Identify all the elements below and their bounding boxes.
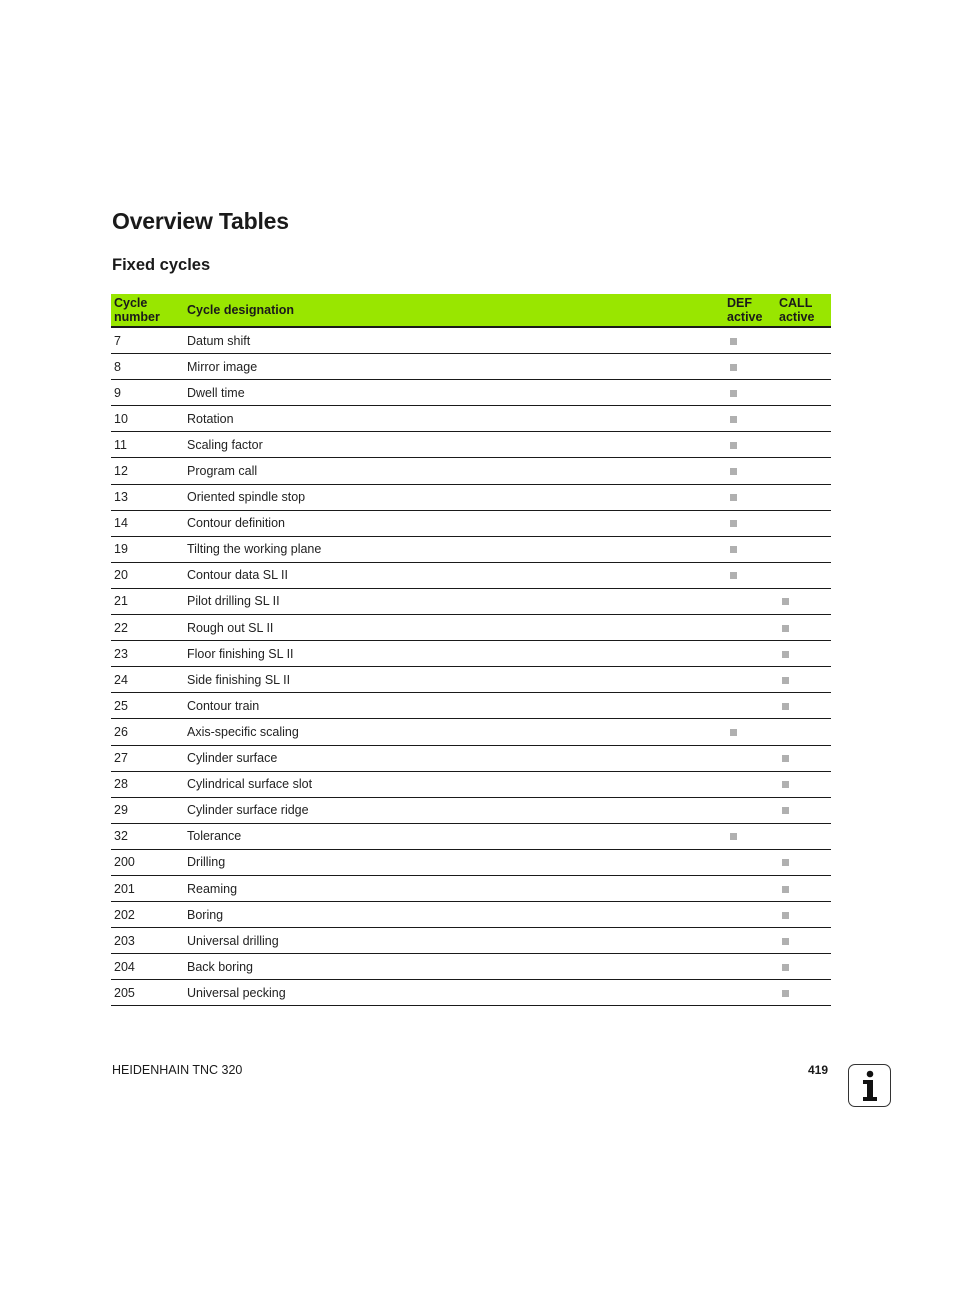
cycle-number: 9 bbox=[111, 380, 185, 406]
call-active-cell bbox=[777, 693, 831, 719]
table-row bbox=[111, 797, 831, 823]
def-active-cell bbox=[725, 354, 777, 380]
table-row bbox=[111, 641, 831, 667]
table-row bbox=[111, 719, 831, 745]
header-def-line1: DEF bbox=[727, 295, 752, 310]
call-active-cell bbox=[777, 875, 831, 901]
table-row bbox=[111, 380, 831, 406]
call-active-cell bbox=[777, 380, 831, 406]
cycle-number: 13 bbox=[111, 484, 185, 510]
square-marker-icon bbox=[730, 833, 737, 840]
def-active-cell bbox=[725, 823, 777, 849]
square-marker-icon bbox=[782, 677, 789, 684]
call-active-cell bbox=[777, 719, 831, 745]
cycle-designation: Contour train bbox=[185, 693, 725, 719]
def-active-cell bbox=[725, 458, 777, 484]
header-number-line1: Cycle bbox=[114, 295, 148, 310]
cycle-designation: Boring bbox=[185, 902, 725, 928]
cycle-designation: Tilting the working plane bbox=[185, 536, 725, 562]
call-active-cell bbox=[777, 432, 831, 458]
square-marker-icon bbox=[730, 338, 737, 345]
square-marker-icon bbox=[730, 416, 737, 423]
table-row bbox=[111, 745, 831, 771]
cycle-designation: Tolerance bbox=[185, 823, 725, 849]
cycle-number: 22 bbox=[111, 615, 185, 641]
square-marker-icon bbox=[782, 886, 789, 893]
cycle-designation: Datum shift bbox=[185, 327, 725, 354]
square-marker-icon bbox=[730, 729, 737, 736]
def-active-cell bbox=[725, 928, 777, 954]
header-call-line2: active bbox=[779, 309, 815, 324]
call-active-cell bbox=[777, 954, 831, 980]
def-active-cell bbox=[725, 902, 777, 928]
table-body bbox=[111, 327, 831, 1006]
cycle-designation: Scaling factor bbox=[185, 432, 725, 458]
def-active-cell bbox=[725, 327, 777, 354]
cycle-number: 26 bbox=[111, 719, 185, 745]
cycle-designation: Floor finishing SL II bbox=[185, 641, 725, 667]
table-header-row bbox=[111, 294, 831, 327]
table-row bbox=[111, 432, 831, 458]
header-def-line2: active bbox=[727, 309, 763, 324]
table-row bbox=[111, 406, 831, 432]
fixed-cycles-table bbox=[111, 294, 831, 1006]
def-active-cell bbox=[725, 667, 777, 693]
table-row bbox=[111, 562, 831, 588]
call-active-cell bbox=[777, 849, 831, 875]
table-row bbox=[111, 980, 831, 1006]
call-active-cell bbox=[777, 902, 831, 928]
cycle-designation: Cylinder surface bbox=[185, 745, 725, 771]
square-marker-icon bbox=[782, 625, 789, 632]
page-number: 419 bbox=[808, 1063, 829, 1077]
cycle-number: 27 bbox=[111, 745, 185, 771]
table-row bbox=[111, 354, 831, 380]
table-row bbox=[111, 458, 831, 484]
header-cycle-number bbox=[111, 294, 185, 327]
header-cycle-designation: Cycle designation bbox=[185, 294, 725, 327]
table-row bbox=[111, 615, 831, 641]
cycle-designation: Drilling bbox=[185, 849, 725, 875]
cycle-designation: Program call bbox=[185, 458, 725, 484]
def-active-cell bbox=[725, 484, 777, 510]
cycle-designation: Contour data SL II bbox=[185, 562, 725, 588]
call-active-cell bbox=[777, 562, 831, 588]
header-number-line2: number bbox=[114, 309, 160, 324]
cycle-designation: Reaming bbox=[185, 875, 725, 901]
cycle-designation: Side finishing SL II bbox=[185, 667, 725, 693]
square-marker-icon bbox=[782, 990, 789, 997]
table-row bbox=[111, 771, 831, 797]
square-marker-icon bbox=[730, 364, 737, 371]
call-active-cell bbox=[777, 667, 831, 693]
square-marker-icon bbox=[782, 938, 789, 945]
cycle-designation: Axis-specific scaling bbox=[185, 719, 725, 745]
call-active-cell bbox=[777, 406, 831, 432]
table-row bbox=[111, 928, 831, 954]
cycle-number: 204 bbox=[111, 954, 185, 980]
square-marker-icon bbox=[782, 912, 789, 919]
square-marker-icon bbox=[782, 651, 789, 658]
cycle-number: 19 bbox=[111, 536, 185, 562]
cycle-designation: Cylindrical surface slot bbox=[185, 771, 725, 797]
cycle-number: 14 bbox=[111, 510, 185, 536]
table-row bbox=[111, 954, 831, 980]
header-call-line1: CALL bbox=[779, 295, 813, 310]
square-marker-icon bbox=[730, 468, 737, 475]
cycle-number: 11 bbox=[111, 432, 185, 458]
cycle-designation: Universal pecking bbox=[185, 980, 725, 1006]
def-active-cell bbox=[725, 562, 777, 588]
cycle-number: 200 bbox=[111, 849, 185, 875]
call-active-cell bbox=[777, 484, 831, 510]
def-active-cell bbox=[725, 380, 777, 406]
cycle-designation: Universal drilling bbox=[185, 928, 725, 954]
def-active-cell bbox=[725, 745, 777, 771]
table-row bbox=[111, 536, 831, 562]
header-call-active bbox=[777, 294, 831, 327]
def-active-cell bbox=[725, 875, 777, 901]
table-row bbox=[111, 875, 831, 901]
square-marker-icon bbox=[730, 546, 737, 553]
table-row bbox=[111, 849, 831, 875]
call-active-cell bbox=[777, 354, 831, 380]
header-def-active bbox=[725, 294, 777, 327]
cycle-number: 32 bbox=[111, 823, 185, 849]
def-active-cell bbox=[725, 980, 777, 1006]
def-active-cell bbox=[725, 588, 777, 614]
call-active-cell bbox=[777, 510, 831, 536]
square-marker-icon bbox=[782, 807, 789, 814]
square-marker-icon bbox=[782, 964, 789, 971]
def-active-cell bbox=[725, 536, 777, 562]
table-row bbox=[111, 510, 831, 536]
call-active-cell bbox=[777, 823, 831, 849]
cycle-number: 8 bbox=[111, 354, 185, 380]
call-active-cell bbox=[777, 771, 831, 797]
def-active-cell bbox=[725, 510, 777, 536]
square-marker-icon bbox=[730, 390, 737, 397]
cycle-designation: Oriented spindle stop bbox=[185, 484, 725, 510]
cycle-number: 10 bbox=[111, 406, 185, 432]
cycle-number: 24 bbox=[111, 667, 185, 693]
def-active-cell bbox=[725, 849, 777, 875]
call-active-cell bbox=[777, 797, 831, 823]
square-marker-icon bbox=[730, 442, 737, 449]
cycle-number: 12 bbox=[111, 458, 185, 484]
square-marker-icon bbox=[782, 703, 789, 710]
cycle-designation: Mirror image bbox=[185, 354, 725, 380]
cycle-designation: Back boring bbox=[185, 954, 725, 980]
def-active-cell bbox=[725, 432, 777, 458]
square-marker-icon bbox=[782, 755, 789, 762]
call-active-cell bbox=[777, 615, 831, 641]
square-marker-icon bbox=[782, 598, 789, 605]
cycle-designation: Pilot drilling SL II bbox=[185, 588, 725, 614]
info-icon bbox=[848, 1064, 891, 1107]
def-active-cell bbox=[725, 771, 777, 797]
cycle-number: 21 bbox=[111, 588, 185, 614]
table-row bbox=[111, 667, 831, 693]
cycle-designation: Dwell time bbox=[185, 380, 725, 406]
call-active-cell bbox=[777, 745, 831, 771]
cycle-designation: Rotation bbox=[185, 406, 725, 432]
def-active-cell bbox=[725, 615, 777, 641]
def-active-cell bbox=[725, 954, 777, 980]
table-row bbox=[111, 693, 831, 719]
call-active-cell bbox=[777, 327, 831, 354]
cycle-number: 7 bbox=[111, 327, 185, 354]
cycle-number: 203 bbox=[111, 928, 185, 954]
call-active-cell bbox=[777, 641, 831, 667]
call-active-cell bbox=[777, 928, 831, 954]
table-row bbox=[111, 327, 831, 354]
cycle-number: 29 bbox=[111, 797, 185, 823]
square-marker-icon bbox=[782, 859, 789, 866]
cycle-designation: Contour definition bbox=[185, 510, 725, 536]
call-active-cell bbox=[777, 588, 831, 614]
table-row bbox=[111, 902, 831, 928]
page-title: Overview Tables bbox=[112, 208, 289, 234]
def-active-cell bbox=[725, 406, 777, 432]
cycle-number: 25 bbox=[111, 693, 185, 719]
call-active-cell bbox=[777, 980, 831, 1006]
call-active-cell bbox=[777, 536, 831, 562]
cycle-number: 205 bbox=[111, 980, 185, 1006]
section-title: Fixed cycles bbox=[112, 256, 211, 274]
table-row bbox=[111, 823, 831, 849]
table-row bbox=[111, 484, 831, 510]
def-active-cell bbox=[725, 797, 777, 823]
table-row bbox=[111, 588, 831, 614]
cycle-designation: Cylinder surface ridge bbox=[185, 797, 725, 823]
def-active-cell bbox=[725, 719, 777, 745]
footer-manual-name: HEIDENHAIN TNC 320 bbox=[112, 1063, 243, 1077]
cycle-designation: Rough out SL II bbox=[185, 615, 725, 641]
def-active-cell bbox=[725, 693, 777, 719]
square-marker-icon bbox=[730, 572, 737, 579]
square-marker-icon bbox=[730, 494, 737, 501]
cycle-number: 28 bbox=[111, 771, 185, 797]
def-active-cell bbox=[725, 641, 777, 667]
cycle-number: 23 bbox=[111, 641, 185, 667]
cycle-number: 202 bbox=[111, 902, 185, 928]
cycle-number: 20 bbox=[111, 562, 185, 588]
call-active-cell bbox=[777, 458, 831, 484]
square-marker-icon bbox=[730, 520, 737, 527]
square-marker-icon bbox=[782, 781, 789, 788]
cycle-number: 201 bbox=[111, 875, 185, 901]
